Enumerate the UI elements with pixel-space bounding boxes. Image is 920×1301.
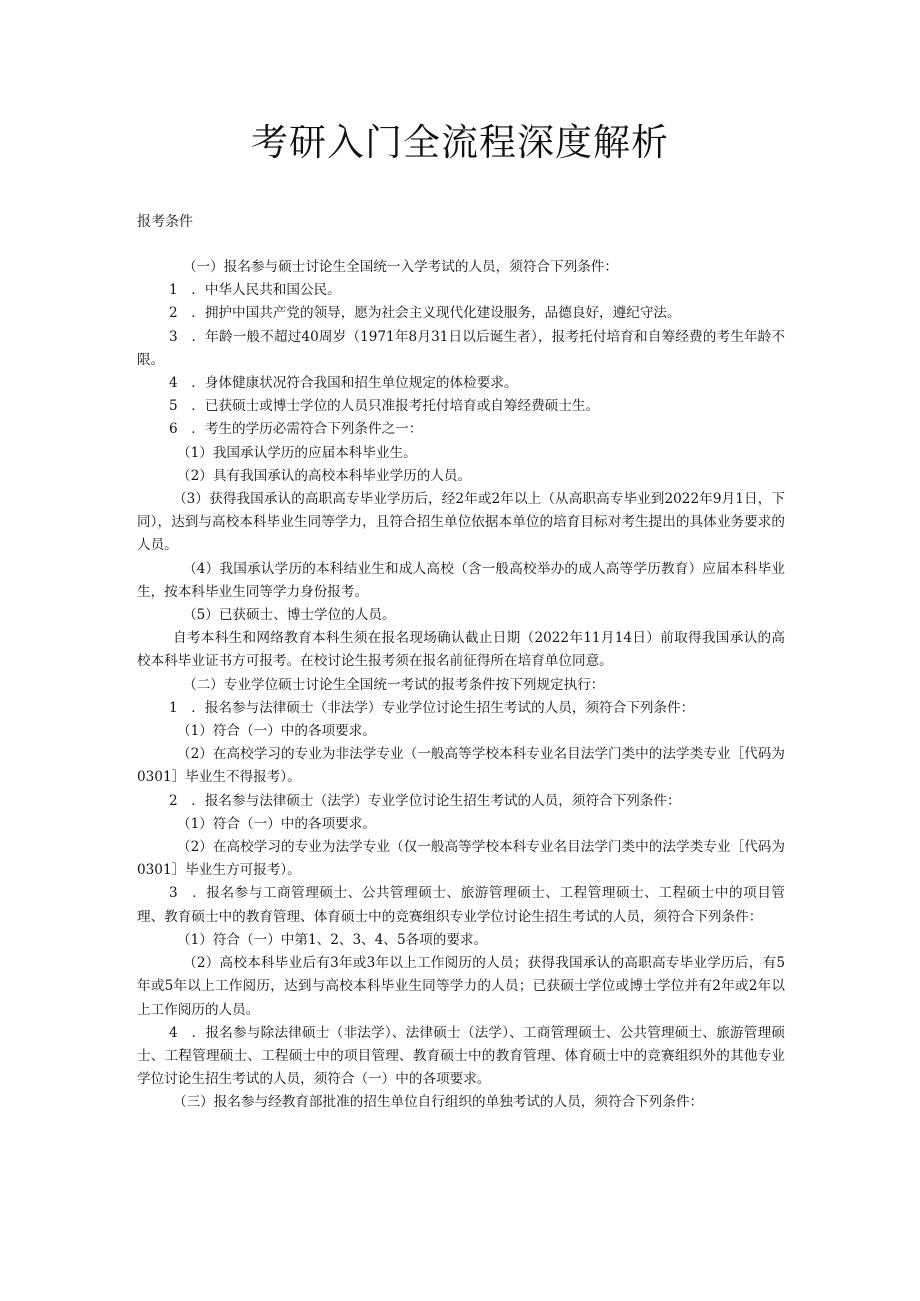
paragraph: 5 ．已获硕士或博士学位的人员只准报考托付培育或自筹经费硕士生。 — [169, 398, 600, 415]
paragraph: （1）符合（一）中的各项要求。 — [177, 815, 376, 832]
paragraph: 6 ．考生的学历必需符合下列条件之一： — [169, 421, 423, 438]
document-body — [137, 256, 785, 1115]
paragraph: （2）高校本科毕业后有3年或3年以上工作阅历的人员；获得我国承认的高职高专毕业学历后，有5年或5年以上工作阅历，达到与高校本科毕业生同等学力的人员；已获硕士学位或博士学位并有2年或2年以上工作阅历的人员。 — [137, 955, 785, 1018]
paragraph: （1）我国承认学历的应届本科毕业生。 — [177, 444, 417, 461]
section-label: 报考条件 — [137, 214, 193, 230]
paragraph: （2）具有我国承认的高校本科毕业学历的人员。 — [177, 467, 472, 484]
paragraph: 3 ．年龄一般不超过40周岁（1971年8月31日以后诞生者），报考托付培育和自筹经费的考生年龄不限。 — [137, 328, 785, 368]
paragraph: （1）符合（一）中的各项要求。 — [177, 723, 376, 740]
document-title: 考研入门全流程深度解析 — [251, 121, 669, 164]
paragraph: 1 ．报名参与法律硕士（非法学）专业学位讨论生招生考试的人员，须符合下列条件： — [169, 699, 695, 716]
paragraph: 自考本科生和网络教育本科生须在报名现场确认截止日期（2022年11月14日）前取得我国承认的高校本科毕业证书方可报考。在校讨论生报考须在报名前征得所在培育单位同意。 — [137, 630, 785, 670]
paragraph: （二）专业学位硕士讨论生全国统一考试的报考条件按下列规定执行： — [183, 676, 605, 693]
paragraph: （5）已获硕士、博士学位的人员。 — [183, 607, 396, 624]
paragraph: （4）我国承认学历的本科结业生和成人高校（含一般高校举办的成人高等学历教育）应届本科毕业生，按本科毕业生同等学力身份报考。 — [137, 560, 785, 600]
paragraph: （2）在高校学习的专业为法学专业（仅一般高等学校本科专业名目法学门类中的法学类专业［代码为0301］毕业生方可报考）。 — [137, 839, 785, 879]
paragraph: 4 ．身体健康状况符合我国和招生单位规定的体检要求。 — [169, 375, 518, 392]
paragraph: 1 ．中华人民共和国公民。 — [169, 282, 341, 299]
paragraph: 4 ．报名参与除法律硕士（非法学）、法律硕士（法学）、工商管理硕士、公共管理硕士、旅游管理硕士、工程管理硕士、工程硕士中的项目管理、教育硕士中的教育管理、体育硕士中的竞赛组织外的其他专业学位讨论生招生考试的人员，须符合（一）中的各项要求。 — [137, 1024, 785, 1088]
paragraph: 3 ．报名参与工商管理硕士、公共管理硕士、旅游管理硕士、工程管理硕士、工程硕士中的项目管理、教育硕士中的教育管理、体育硕士中的竞赛组织专业学位讨论生招生考试的人员，须符合下列条件： — [137, 885, 785, 925]
paragraph: （2）在高校学习的专业为非法学专业（一般高等学校本科专业名目法学门类中的法学类专业［代码为0301］毕业生不得报考）。 — [137, 746, 785, 786]
paragraph: （1）符合（一）中第1、2、3、4、5各项的要求。 — [177, 931, 488, 948]
paragraph: （3）获得我国承认的高职高专毕业学历后，经2年或2年以上（从高职高专毕业到2022年9月1日，下同），达到与高校本科毕业生同等学力，且符合招生单位依据本单位的培育目标对考生提出的具体业务要求的人员。 — [137, 491, 785, 554]
paragraph: 2 ．报名参与法律硕士（法学）专业学位讨论生招生考试的人员，须符合下列条件： — [169, 792, 681, 809]
paragraph: （三）报名参与经教育部批准的招生单位自行组织的单独考试的人员，须符合下列条件： — [173, 1094, 704, 1111]
paragraph: （一）报名参与硕士讨论生全国统一入学考试的人员，须符合下列条件： — [183, 259, 618, 275]
paragraph: 2 ．拥护中国共产党的领导，愿为社会主义现代化建设服务，品德良好，遵纪守法。 — [169, 305, 681, 322]
